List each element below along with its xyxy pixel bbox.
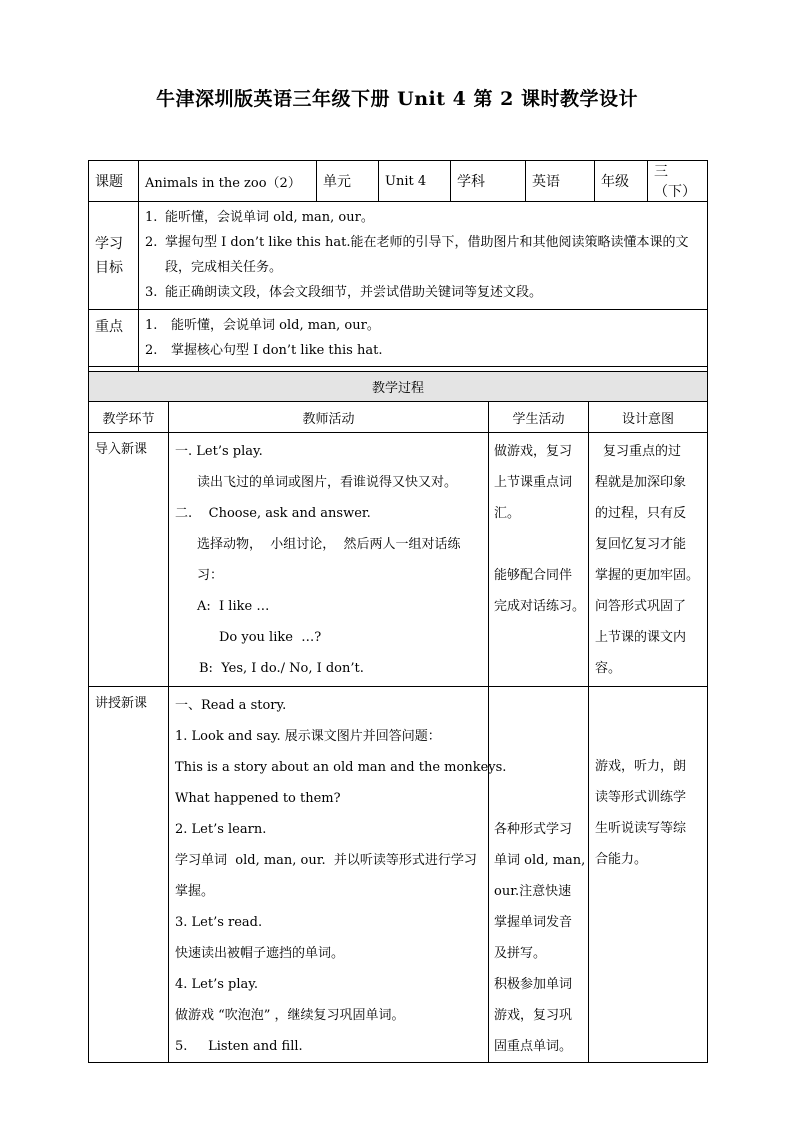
unit-value: Unit 4 bbox=[379, 161, 451, 202]
subject-value: 英语 bbox=[526, 161, 595, 202]
page-title: 牛津深圳版英语三年级下册 Unit 4 第 2 课时教学设计 bbox=[156, 88, 638, 110]
col-teacher-header: 教师活动 bbox=[169, 402, 489, 433]
grade-value: 三（下） bbox=[648, 161, 708, 202]
stage-cell: 讲授新课 bbox=[89, 687, 169, 1063]
process-row-intro bbox=[89, 433, 708, 687]
student-activity-cell: 做游戏，复习 上节课重点词 汇。 能够配合同伴 完成对话练习。 bbox=[489, 433, 589, 687]
stage-cell: 导入新课 bbox=[89, 433, 169, 687]
key-point-item: 2. 掌握核心句型 I don’t like this hat. bbox=[145, 343, 383, 358]
topic-label: 课题 bbox=[89, 161, 139, 202]
topic-value: Animals in the zoo（2） bbox=[139, 161, 317, 202]
key-points-content bbox=[139, 310, 708, 367]
grade-label: 年级 bbox=[595, 161, 648, 202]
key-points-row bbox=[89, 310, 708, 367]
key-point-item: 1. 能听懂，会说单词 old, man, our。 bbox=[145, 318, 380, 333]
unit-label: 单元 bbox=[317, 161, 379, 202]
col-student-header: 学生活动 bbox=[489, 402, 589, 433]
header-row bbox=[89, 161, 708, 202]
process-bar: 教学过程 bbox=[89, 372, 708, 402]
design-purpose-cell: 复习重点的过 程就是加深印象 的过程，只有反 复回忆复习才能 掌握的更加牢固。 问答形式巩固了 上节课的课文内 容。 bbox=[589, 433, 708, 687]
col-stage-header: 教学环节 bbox=[89, 402, 169, 433]
lesson-info-table bbox=[88, 160, 708, 394]
design-purpose-cell: 游戏，听力，朗 读等形式训练学 生听说读写等综 合能力。 bbox=[589, 687, 708, 1063]
process-header-row bbox=[89, 402, 708, 433]
subject-label: 学科 bbox=[451, 161, 526, 202]
objectives-label: 学习目标 bbox=[89, 202, 139, 310]
objectives-content bbox=[139, 202, 708, 310]
key-points-label: 重点 bbox=[89, 310, 139, 367]
process-bar-row bbox=[89, 372, 708, 402]
student-activity-cell: 各种形式学习 单词 old, man, our.注意快速 掌握单词发音 及拼写。 积极参加单词 游戏，复习巩 固重点单词。 bbox=[489, 687, 589, 1063]
objective-item: 2. 掌握句型 I don’t like this hat.能在老师的引导下，借助图片和其他阅读策略读懂本课的文段，完成相关任务。 bbox=[145, 235, 689, 275]
objectives-row bbox=[89, 202, 708, 310]
teaching-process-table bbox=[88, 371, 708, 1063]
col-purpose-header: 设计意图 bbox=[589, 402, 708, 433]
objective-item: 1. 能听懂，会说单词 old, man, our。 bbox=[145, 210, 374, 225]
teacher-activity-cell: 一、Read a story. 1. Look and say. 展示课文图片并回答问题： This is a story about an old man and the monkeys. What happened to them? 2. Let’s learn. 学习单词 old, man, our. 并以听读等形式进行学习 掌握。 3. Let’s read. 快速读出被帽子遮挡的单词。 4. Let’s play. 做游戏 “吹泡泡” ，继续复习巩固单词。 5. Listen and fill. bbox=[169, 687, 489, 1063]
process-row-new-lesson bbox=[89, 687, 708, 1063]
objective-item: 3. 能正确朗读文段，体会文段细节，并尝试借助关键词等复述文段。 bbox=[145, 285, 543, 300]
teacher-activity-cell: 一. Let’s play. 读出飞过的单词或图片，看谁说得又快又对。 二. Choose, ask and answer. 选择动物， 小组讨论， 然后两人一组对话练 习： A: I like … Do you like …? B: Yes, I do./ No, I don’t. bbox=[169, 433, 489, 687]
